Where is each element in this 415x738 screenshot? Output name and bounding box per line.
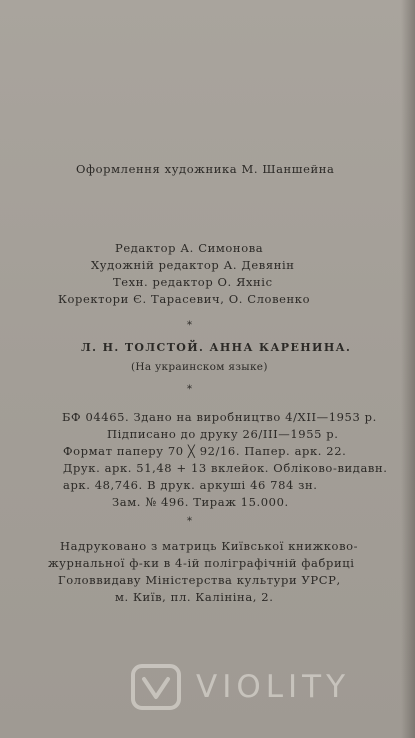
print-details-line: арк. 48,746. В друк. аркуші 46 784 зн. bbox=[63, 478, 318, 492]
print-details-line: Підписано до друку 26/III—1955 р. bbox=[107, 427, 339, 441]
watermark bbox=[130, 663, 390, 713]
separator-star: * bbox=[187, 320, 192, 331]
separator-star: * bbox=[187, 516, 192, 527]
book-subtitle: (На украинском языке) bbox=[131, 361, 268, 373]
editor-line: Коректори Є. Тарасевич, О. Словенко bbox=[58, 292, 311, 306]
editor-line: Художній редактор А. Девянін bbox=[91, 258, 295, 272]
violity-logo-icon bbox=[130, 663, 182, 711]
print-details-line: БФ 04465. Здано на виробництво 4/XII—1953 р. bbox=[62, 410, 377, 424]
printer-info-line: журнальної ф-ки в 4-ій поліграфічній фабриці bbox=[48, 556, 355, 570]
print-details-line: Друк. арк. 51,48 + 13 вклейок. Обліково-видавн. bbox=[63, 461, 388, 475]
separator-star: * bbox=[187, 384, 192, 395]
design-credit: Оформлення художника М. Шаншейна bbox=[76, 162, 335, 176]
editor-line: Редактор А. Симонова bbox=[115, 241, 264, 255]
printer-info-line: м. Київ, пл. Калініна, 2. bbox=[115, 590, 274, 604]
watermark-text: VIOLITY bbox=[196, 669, 351, 705]
book-title: Л. Н. ТОЛСТОЙ. АННА КАРЕНИНА. bbox=[81, 341, 352, 354]
print-details-line: Формат паперу 70 ╳ 92/16. Папер. арк. 22. bbox=[63, 444, 347, 458]
print-details-line: Зам. № 496. Тираж 15.000. bbox=[112, 495, 289, 509]
printer-info-line: Головвидаву Міністерства культури УРСР, bbox=[58, 573, 341, 587]
printer-info-line: Надруковано з матриць Київської книжково- bbox=[60, 539, 359, 553]
editor-line: Техн. редактор О. Яхніс bbox=[113, 275, 273, 289]
